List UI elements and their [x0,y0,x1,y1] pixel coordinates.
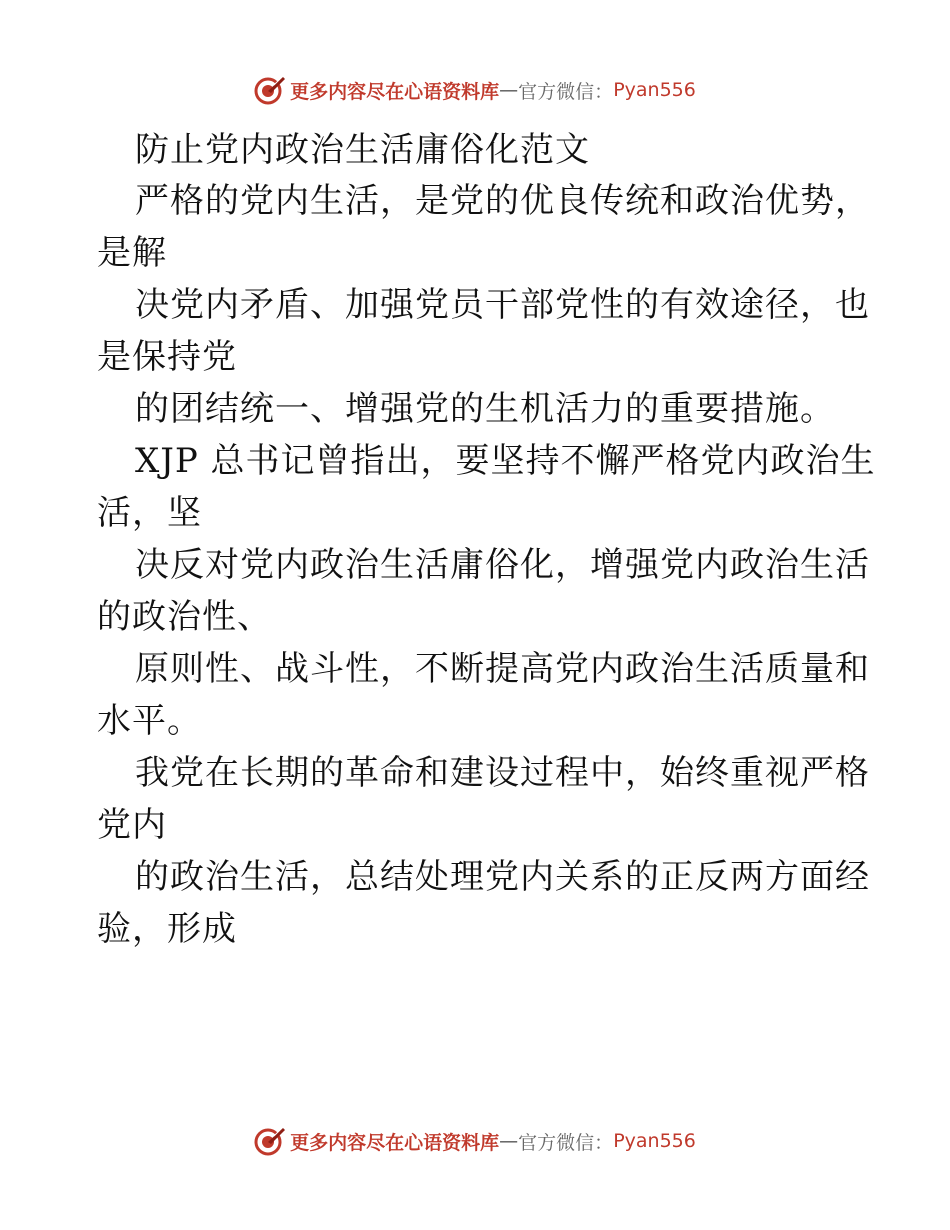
watermark-separator: — [499,1130,519,1152]
quill-seal-icon [254,74,286,106]
paragraph-line: 的团结统一、增强党的生机活力的重要措施。 [135,389,835,429]
paragraph-line: 决反对党内政治生活庸俗化，增强党内政治生活 [135,545,870,585]
paragraph-line: XJP 总书记曾指出，要坚持不懈严格党内政治生 [135,441,876,481]
watermark-contact-value: Pyan556 [613,79,696,101]
paragraph-line: 决党内矛盾、加强党员干部党性的有效途径，也 [135,285,870,325]
paragraph-line: 水平。 [97,701,202,741]
watermark-contact-label: 官方微信： [518,80,614,103]
paragraph-line: 验，形成 [97,909,237,949]
watermark-separator: — [499,79,519,101]
header-watermark [0,70,950,110]
paragraph-line: 是解 [97,233,167,273]
paragraph-line: 是保持党 [97,337,237,377]
watermark-site-name: 更多内容尽在心语资料库 [290,80,500,103]
paragraph-line: 的政治性、 [97,597,272,637]
quill-seal-icon [254,1125,286,1157]
watermark-contact-value: Pyan556 [613,1130,696,1152]
paragraph-line: 的政治生活，总结处理党内关系的正反两方面经 [135,857,870,897]
paragraph-line: 党内 [97,805,167,845]
paragraph-line: 我党在长期的革命和建设过程中，始终重视严格 [135,753,870,793]
paragraph-line: 活，坚 [97,493,202,533]
paragraph-line: 原则性、战斗性，不断提高党内政治生活质量和 [135,649,870,689]
watermark-contact-label: 官方微信： [518,1131,614,1154]
watermark-site-name: 更多内容尽在心语资料库 [290,1131,500,1154]
document-title: 防止党内政治生活庸俗化范文 [135,130,590,170]
footer-watermark [0,1121,950,1161]
paragraph-line: 严格的党内生活，是党的优良传统和政治优势， [135,181,870,221]
document-body [97,125,876,955]
